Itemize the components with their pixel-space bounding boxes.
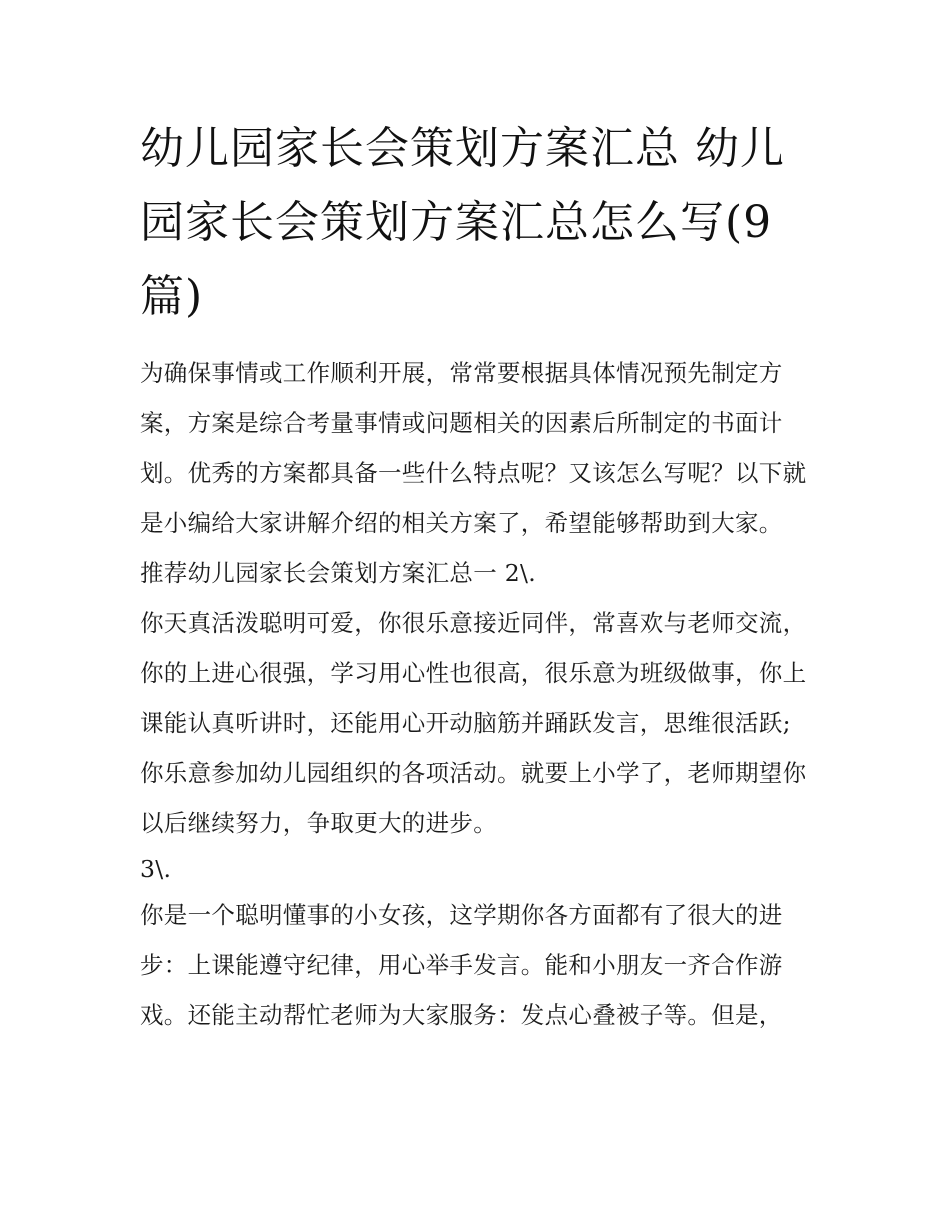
section-heading: 推荐幼儿园家长会策划方案汇总一 2\.	[140, 559, 537, 587]
intro-paragraph: 为确保事情或工作顺利开展，常常要根据具体情况预先制定方案，方案是综合考量事情或问题相关的因素后所制定的书面计划。优秀的方案都具备一些什么特点呢？又该怎么写呢？以下就是小编给大家讲解介绍的相关方案了，希望能够帮助到大家。	[140, 359, 807, 537]
comment-paragraph: 你天真活泼聪明可爱，你很乐意接近同伴，常喜欢与老师交流，你的上进心很强，学习用心性也很高，很乐意为班级做事，你上课能认真听讲时，还能用心开动脑筋并踊跃发言，思维很活跃;你乐意参加幼儿园组织的各项活动。就要上小学了，老师期望你以后继续努力，争取更大的进步。	[140, 609, 807, 837]
section-number: 3\.	[140, 855, 172, 883]
comment-paragraph: 你是一个聪明懂事的小女孩，这学期你各方面都有了很大的进步：上课能遵守纪律，用心举手发言。能和小朋友一齐合作游戏。还能主动帮忙老师为大家服务：发点心叠被子等。但是，	[140, 901, 783, 1029]
document-page	[140, 112, 812, 1040]
document-title: 幼儿园家长会策划方案汇总 幼儿园家长会策划方案汇总怎么写(9篇)	[140, 123, 785, 322]
